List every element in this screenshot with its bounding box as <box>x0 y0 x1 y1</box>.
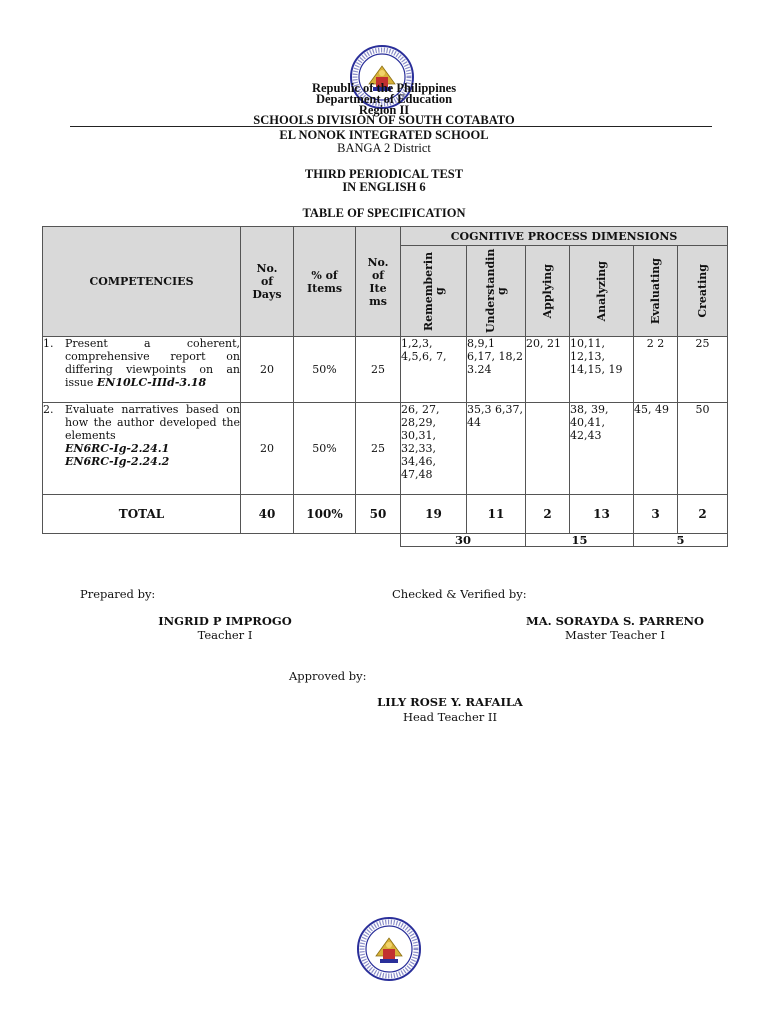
applying-cell: 20, 21 <box>526 337 570 403</box>
items-cell: 25 <box>356 337 401 403</box>
sum-higher-order: 5 <box>634 534 728 547</box>
days-cell: 20 <box>241 403 294 495</box>
analyzing-cell: 38, 39, 40,41, 42,43 <box>570 403 634 495</box>
items-cell: 25 <box>356 403 401 495</box>
creating-cell: 25 <box>678 337 728 403</box>
competency-text: Evaluate narratives based on how the author developed the elements <box>65 403 240 442</box>
evaluating-cell: 2 2 <box>634 337 678 403</box>
competency-text: Present a coherent, comprehensive report on differing viewpoints on an issue <box>65 337 240 389</box>
table-row <box>43 337 728 403</box>
percent-cell: 50% <box>294 403 356 495</box>
header-number-items: No. of Ite ms <box>356 227 401 337</box>
total-understanding: 11 <box>467 495 526 534</box>
creating-cell: 50 <box>678 403 728 495</box>
total-label: TOTAL <box>43 495 241 534</box>
header-creating: Creating <box>678 246 728 337</box>
header-analyzing: Analyzing <box>570 246 634 337</box>
header-understanding: Understandin g <box>467 246 526 337</box>
division-line: SCHOOLS DIVISION OF SOUTH COTABATO <box>253 113 515 127</box>
checked-by-label: Checked & Verified by: <box>392 587 527 601</box>
competency-code: EN10LC-IIId-3.18 <box>96 376 207 389</box>
days-cell: 20 <box>241 337 294 403</box>
competency-code: EN6RC-Ig-2.24.1 <box>65 442 170 455</box>
header-rule <box>70 126 712 127</box>
total-evaluating: 3 <box>634 495 678 534</box>
total-days: 40 <box>241 495 294 534</box>
remembering-cell: 1,2,3, 4,5,6, 7, <box>401 337 467 403</box>
header-cognitive-dimensions: COGNITIVE PROCESS DIMENSIONS <box>401 227 728 246</box>
total-remembering: 19 <box>401 495 467 534</box>
competency-cell: 1. Present a coherent, comprehensive report on differing viewpoints on an issue EN10LC-IIId-3.18 <box>43 337 241 403</box>
competency-cell: 2. Evaluate narratives based on how the author developed the elements EN6RC-Ig-2.24.1 EN6RC-Ig-2.24.2 <box>43 403 241 495</box>
header-applying: Applying <box>526 246 570 337</box>
total-creating: 2 <box>678 495 728 534</box>
percent-cell: 50% <box>294 337 356 403</box>
approved-by-label: Approved by: <box>289 669 367 683</box>
specification-table <box>42 226 728 547</box>
analyzing-cell: 10,11, 12,13, 14,15, 19 <box>570 337 634 403</box>
competency-code: EN6RC-Ig-2.24.2 <box>65 455 170 468</box>
sum-middle-order: 15 <box>526 534 634 547</box>
total-items: 50 <box>356 495 401 534</box>
table-row <box>43 403 728 495</box>
prepared-by-name: INGRID P IMPROGO <box>158 614 292 628</box>
approved-by-title: Head Teacher II <box>402 710 498 724</box>
deped-seal-icon <box>356 916 422 982</box>
evaluating-cell: 45, 49 <box>634 403 678 495</box>
level-sums-row <box>43 534 728 547</box>
applying-cell <box>526 403 570 495</box>
table-title: TABLE OF SPECIFICATION <box>302 206 466 220</box>
prepared-by-title: Teacher I <box>197 628 253 642</box>
understanding-cell: 8,9,1 6,17, 18,2 3.24 <box>467 337 526 403</box>
republic-line: Republic of the Philippines <box>311 81 457 95</box>
header-evaluating: Evaluating <box>634 246 678 337</box>
test-title: THIRD PERIODICAL TEST <box>304 167 464 181</box>
department-line: Department of Education <box>315 92 453 106</box>
sum-lower-order: 30 <box>401 534 526 547</box>
header-percent-items: % of Items <box>294 227 356 337</box>
header-remembering: Rememberin g <box>401 246 467 337</box>
checked-by-name: MA. SORAYDA S. PARRENO <box>525 614 705 628</box>
deped-seal-bottom <box>356 916 422 982</box>
total-applying: 2 <box>526 495 570 534</box>
region-line: Region II <box>358 103 410 117</box>
prepared-by-label: Prepared by: <box>80 587 156 601</box>
header-days: No. of Days <box>241 227 294 337</box>
total-analyzing: 13 <box>570 495 634 534</box>
understanding-cell: 35,3 6,37, 44 <box>467 403 526 495</box>
subject-line: IN ENGLISH 6 <box>342 180 426 194</box>
checked-by-title: Master Teacher I <box>565 628 665 642</box>
school-name: EL NONOK INTEGRATED SCHOOL <box>279 128 489 142</box>
total-row <box>43 495 728 534</box>
remembering-cell: 26, 27, 28,29, 30,31, 32,33, 34,46, 47,48 <box>401 403 467 495</box>
total-percent: 100% <box>294 495 356 534</box>
district-line: BANGA 2 District <box>337 141 431 155</box>
header-competencies: COMPETENCIES <box>43 227 241 337</box>
approved-by-name: LILY ROSE Y. RAFAILA <box>377 695 523 709</box>
